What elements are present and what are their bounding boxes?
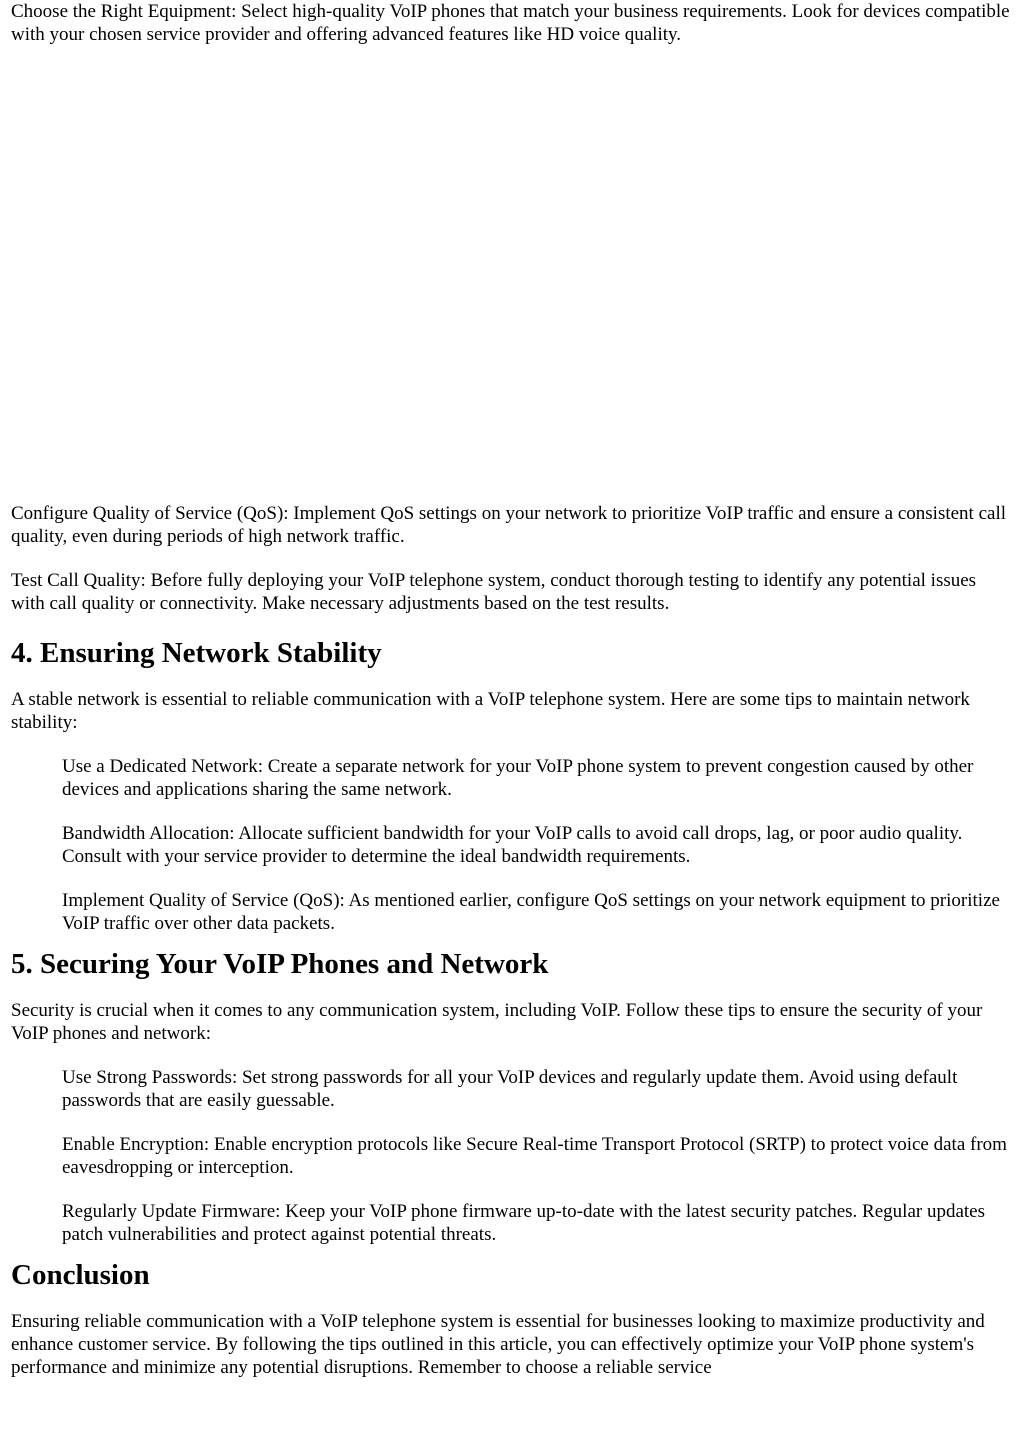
heading-network-stability: 4. Ensuring Network Stability — [11, 637, 382, 669]
paragraph-configure-qos: Configure Quality of Service (QoS): Implement QoS settings on your network to prioritize VoIP traffic and ensure a consistent call quality, even during periods of high network traffic. — [11, 503, 1007, 547]
list-item-dedicated-network: Use a Dedicated Network: Create a separate network for your VoIP phone system to prevent congestion caused by other devices and applications sharing the same network. — [62, 756, 974, 800]
paragraph-choose-equipment: Choose the Right Equipment: Select high-quality VoIP phones that match your business requirements. Look for devices compatible with your chosen service provider and offering advanced features like HD voice quality. — [11, 1, 1010, 45]
heading-conclusion: Conclusion — [11, 1259, 150, 1291]
paragraph-network-stability-intro: A stable network is essential to reliable communication with a VoIP telephone system. Here are some tips to maintain network stability: — [11, 689, 970, 733]
blank-space — [11, 46, 1011, 502]
list-item-update-firmware: Regularly Update Firmware: Keep your VoIP phone firmware up-to-date with the latest security patches. Regular updates patch vulnerabilities and protect against potential threats. — [62, 1201, 985, 1245]
list-item-strong-passwords: Use Strong Passwords: Set strong passwords for all your VoIP devices and regularly update them. Avoid using default passwords that are easily guessable. — [62, 1067, 958, 1111]
list-item-bandwidth-allocation: Bandwidth Allocation: Allocate sufficient bandwidth for your VoIP calls to avoid call drops, lag, or poor audio quality. Consult with your service provider to determine the ideal bandwidth requirements. — [62, 823, 963, 867]
list-item-enable-encryption: Enable Encryption: Enable encryption protocols like Secure Real-time Transport Protocol (SRTP) to protect voice data from eavesdropping or interception. — [62, 1134, 1007, 1178]
heading-securing-voip: 5. Securing Your VoIP Phones and Network — [11, 948, 549, 980]
article-body — [11, 0, 1011, 1379]
paragraph-security-intro: Security is crucial when it comes to any communication system, including VoIP. Follow these tips to ensure the security of your VoIP phones and network: — [11, 1000, 983, 1044]
paragraph-test-call-quality: Test Call Quality: Before fully deploying your VoIP telephone system, conduct thorough testing to identify any potential issues with call quality or connectivity. Make necessary adjustments based on the test results. — [11, 570, 977, 614]
list-item-implement-qos: Implement Quality of Service (QoS): As mentioned earlier, configure QoS settings on your network equipment to prioritize VoIP traffic over other data packets. — [62, 890, 1000, 934]
paragraph-conclusion: Ensuring reliable communication with a VoIP telephone system is essential for businesses looking to maximize productivity and enhance customer service. By following the tips outlined in this article, you can effectively optimize your VoIP phone system's performance and minimize any potential disruptions. Remember to choose a reliable service — [11, 1311, 985, 1378]
